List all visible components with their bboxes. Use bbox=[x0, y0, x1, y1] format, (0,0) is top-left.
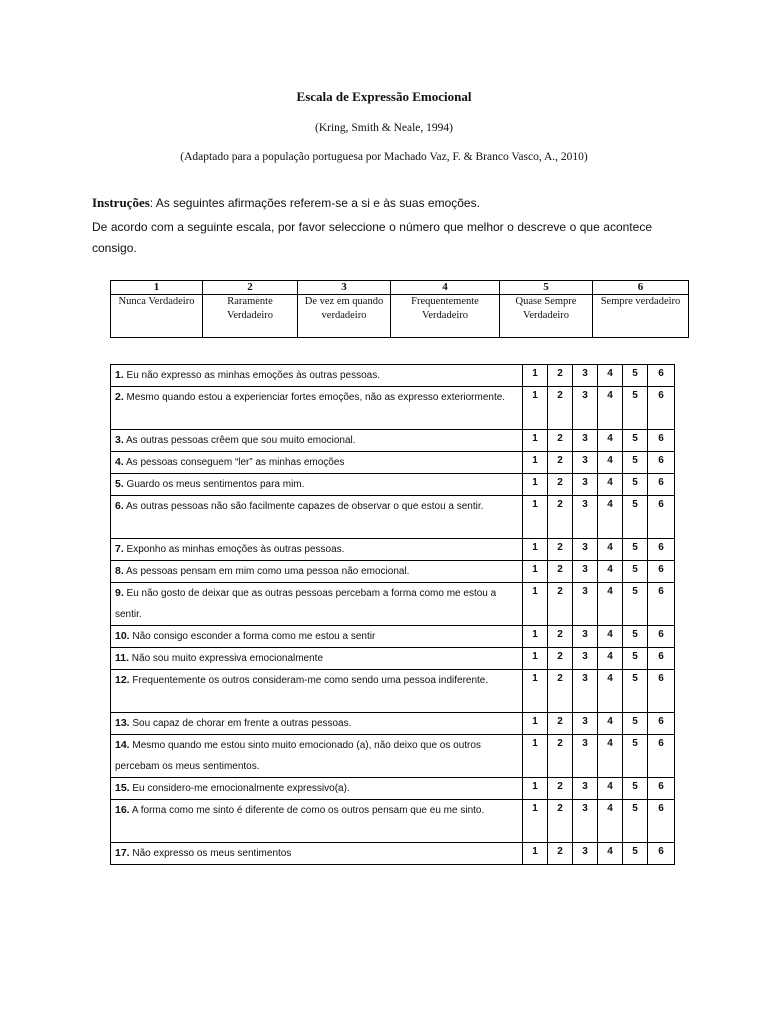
scale-label: Frequentemente Verdadeiro bbox=[391, 295, 500, 338]
scale-number: 3 bbox=[298, 281, 391, 295]
rating-option-6[interactable]: 6 bbox=[648, 843, 675, 865]
item-text: As outras pessoas crêem que sou muito emocional. bbox=[123, 435, 356, 446]
rating-option-3[interactable]: 3 bbox=[573, 539, 598, 561]
rating-option-3[interactable]: 3 bbox=[573, 648, 598, 670]
rating-option-3[interactable]: 3 bbox=[573, 496, 598, 539]
item-statement bbox=[111, 539, 523, 561]
rating-option-1[interactable]: 1 bbox=[523, 539, 548, 561]
rating-option-6[interactable]: 6 bbox=[648, 452, 675, 474]
rating-option-2[interactable]: 2 bbox=[548, 452, 573, 474]
item-number: 11. bbox=[115, 652, 130, 664]
rating-option-5[interactable]: 5 bbox=[623, 474, 648, 496]
instructions-line bbox=[92, 195, 652, 211]
rating-option-4[interactable]: 4 bbox=[598, 670, 623, 713]
authors-citation: (Kring, Smith & Neale, 1994) bbox=[315, 122, 453, 134]
rating-option-6[interactable]: 6 bbox=[648, 561, 675, 583]
rating-option-5[interactable]: 5 bbox=[623, 843, 648, 865]
rating-option-5[interactable]: 5 bbox=[623, 583, 648, 626]
rating-option-4[interactable]: 4 bbox=[598, 474, 623, 496]
document-title: Escala de Expressão Emocional bbox=[296, 89, 472, 104]
table-row bbox=[111, 778, 675, 800]
table-row bbox=[111, 539, 675, 561]
table-row bbox=[111, 843, 675, 865]
item-statement bbox=[111, 648, 523, 670]
item-text: As pessoas conseguem “ler” as minhas emoções bbox=[123, 457, 345, 468]
rating-option-3[interactable]: 3 bbox=[573, 778, 598, 800]
rating-option-5[interactable]: 5 bbox=[623, 800, 648, 843]
rating-option-3[interactable]: 3 bbox=[573, 365, 598, 387]
rating-option-2[interactable]: 2 bbox=[548, 365, 573, 387]
rating-option-5[interactable]: 5 bbox=[623, 713, 648, 735]
rating-option-5[interactable]: 5 bbox=[623, 670, 648, 713]
item-number: 2. bbox=[115, 391, 124, 403]
table-row bbox=[111, 474, 675, 496]
table-row bbox=[111, 735, 675, 778]
item-text: Não expresso os meus sentimentos bbox=[129, 848, 292, 859]
item-text: Eu não gosto de deixar que as outras pessoas percebam a forma como me estou a sentir. bbox=[115, 588, 497, 620]
rating-option-2[interactable]: 2 bbox=[548, 583, 573, 626]
item-number: 7. bbox=[115, 543, 124, 555]
item-text: Mesmo quando estou a experienciar fortes emoções, não as expresso exteriormente. bbox=[123, 392, 506, 403]
scale-label: De vez em quando verdadeiro bbox=[298, 295, 391, 338]
rating-option-1[interactable]: 1 bbox=[523, 713, 548, 735]
rating-option-6[interactable]: 6 bbox=[648, 496, 675, 539]
table-row bbox=[111, 387, 675, 430]
rating-option-2[interactable]: 2 bbox=[548, 387, 573, 430]
rating-option-6[interactable]: 6 bbox=[648, 648, 675, 670]
adaptation-note: (Adaptado para a população portuguesa por Machado Vaz, F. & Branco Vasco, A., 2010) bbox=[180, 151, 588, 163]
rating-option-4[interactable]: 4 bbox=[598, 430, 623, 452]
item-number: 8. bbox=[115, 565, 124, 577]
table-row bbox=[111, 496, 675, 539]
rating-option-6[interactable]: 6 bbox=[648, 800, 675, 843]
item-text: As pessoas pensam em mim como uma pessoa não emocional. bbox=[123, 566, 410, 577]
item-statement bbox=[111, 843, 523, 865]
rating-option-3[interactable]: 3 bbox=[573, 843, 598, 865]
rating-option-1[interactable]: 1 bbox=[523, 561, 548, 583]
table-row bbox=[111, 583, 675, 626]
item-statement bbox=[111, 735, 523, 778]
rating-option-6[interactable]: 6 bbox=[648, 713, 675, 735]
item-statement bbox=[111, 365, 523, 387]
rating-option-4[interactable]: 4 bbox=[598, 561, 623, 583]
table-row bbox=[111, 800, 675, 843]
item-statement bbox=[111, 670, 523, 713]
rating-option-4[interactable]: 4 bbox=[598, 387, 623, 430]
rating-option-2[interactable]: 2 bbox=[548, 843, 573, 865]
rating-option-5[interactable]: 5 bbox=[623, 430, 648, 452]
rating-option-1[interactable]: 1 bbox=[523, 778, 548, 800]
item-statement bbox=[111, 713, 523, 735]
item-statement bbox=[111, 430, 523, 452]
rating-option-5[interactable]: 5 bbox=[623, 735, 648, 778]
rating-option-6[interactable]: 6 bbox=[648, 670, 675, 713]
rating-option-3[interactable]: 3 bbox=[573, 800, 598, 843]
rating-option-3[interactable]: 3 bbox=[573, 626, 598, 648]
item-text: Mesmo quando me estou sinto muito emocionado (a), não deixo que os outros percebam os meus sentimentos. bbox=[115, 740, 481, 772]
table-row bbox=[111, 452, 675, 474]
rating-scale-legend bbox=[110, 280, 689, 338]
rating-option-6[interactable]: 6 bbox=[648, 626, 675, 648]
rating-option-4[interactable]: 4 bbox=[598, 735, 623, 778]
rating-option-2[interactable]: 2 bbox=[548, 648, 573, 670]
rating-option-4[interactable]: 4 bbox=[598, 626, 623, 648]
rating-option-3[interactable]: 3 bbox=[573, 735, 598, 778]
item-statement bbox=[111, 583, 523, 626]
rating-option-2[interactable]: 2 bbox=[548, 496, 573, 539]
rating-option-6[interactable]: 6 bbox=[648, 430, 675, 452]
item-statement bbox=[111, 474, 523, 496]
rating-option-2[interactable]: 2 bbox=[548, 670, 573, 713]
item-text: Eu considero-me emocionalmente expressivo(a). bbox=[129, 783, 350, 794]
table-row bbox=[111, 626, 675, 648]
rating-option-2[interactable]: 2 bbox=[548, 778, 573, 800]
table-row bbox=[111, 670, 675, 713]
rating-option-5[interactable]: 5 bbox=[623, 496, 648, 539]
item-text: Eu não expresso as minhas emoções às outras pessoas. bbox=[123, 370, 381, 381]
item-statement bbox=[111, 452, 523, 474]
rating-option-3[interactable]: 3 bbox=[573, 430, 598, 452]
item-statement bbox=[111, 626, 523, 648]
rating-option-5[interactable]: 5 bbox=[623, 387, 648, 430]
rating-option-1[interactable]: 1 bbox=[523, 843, 548, 865]
rating-option-4[interactable]: 4 bbox=[598, 778, 623, 800]
item-number: 4. bbox=[115, 456, 124, 468]
rating-option-1[interactable]: 1 bbox=[523, 670, 548, 713]
questionnaire-table bbox=[110, 364, 675, 865]
rating-option-5[interactable]: 5 bbox=[623, 365, 648, 387]
item-number: 3. bbox=[115, 434, 124, 446]
rating-option-6[interactable]: 6 bbox=[648, 365, 675, 387]
rating-option-1[interactable]: 1 bbox=[523, 648, 548, 670]
item-number: 12. bbox=[115, 674, 130, 686]
rating-option-1[interactable]: 1 bbox=[523, 800, 548, 843]
instructions-scale-text: De acordo com a seguinte escala, por favor seleccione o número que melhor o descreve o que acontece consigo. bbox=[92, 220, 652, 255]
rating-option-3[interactable]: 3 bbox=[573, 387, 598, 430]
rating-option-1[interactable]: 1 bbox=[523, 452, 548, 474]
rating-option-4[interactable]: 4 bbox=[598, 496, 623, 539]
item-text: Exponho as minhas emoções às outras pessoas. bbox=[123, 544, 345, 555]
item-number: 10. bbox=[115, 630, 130, 642]
item-statement bbox=[111, 496, 523, 539]
rating-option-1[interactable]: 1 bbox=[523, 496, 548, 539]
rating-option-4[interactable]: 4 bbox=[598, 583, 623, 626]
rating-option-3[interactable]: 3 bbox=[573, 713, 598, 735]
item-statement bbox=[111, 387, 523, 430]
rating-option-4[interactable]: 4 bbox=[598, 713, 623, 735]
scale-number: 6 bbox=[593, 281, 689, 295]
rating-option-2[interactable]: 2 bbox=[548, 800, 573, 843]
instructions-text: : As seguintes afirmações referem-se a si e às suas emoções. bbox=[149, 196, 480, 210]
rating-option-6[interactable]: 6 bbox=[648, 735, 675, 778]
rating-option-3[interactable]: 3 bbox=[573, 561, 598, 583]
rating-option-2[interactable]: 2 bbox=[548, 626, 573, 648]
item-number: 9. bbox=[115, 587, 124, 599]
scale-label: Nunca Verdadeiro bbox=[111, 295, 203, 338]
item-number: 14. bbox=[115, 739, 130, 751]
rating-option-1[interactable]: 1 bbox=[523, 735, 548, 778]
rating-option-1[interactable]: 1 bbox=[523, 430, 548, 452]
rating-option-5[interactable]: 5 bbox=[623, 626, 648, 648]
scale-number: 2 bbox=[203, 281, 298, 295]
item-number: 16. bbox=[115, 804, 130, 816]
item-number: 1. bbox=[115, 369, 124, 381]
item-number: 5. bbox=[115, 478, 124, 490]
rating-option-3[interactable]: 3 bbox=[573, 474, 598, 496]
rating-option-5[interactable]: 5 bbox=[623, 561, 648, 583]
rating-option-6[interactable]: 6 bbox=[648, 387, 675, 430]
rating-option-4[interactable]: 4 bbox=[598, 539, 623, 561]
rating-option-6[interactable]: 6 bbox=[648, 474, 675, 496]
item-text: Não consigo esconder a forma como me estou a sentir bbox=[129, 631, 376, 642]
rating-option-2[interactable]: 2 bbox=[548, 539, 573, 561]
rating-option-1[interactable]: 1 bbox=[523, 474, 548, 496]
scale-number: 1 bbox=[111, 281, 203, 295]
item-statement bbox=[111, 561, 523, 583]
item-number: 13. bbox=[115, 717, 130, 729]
rating-option-6[interactable]: 6 bbox=[648, 778, 675, 800]
item-statement bbox=[111, 778, 523, 800]
rating-option-1[interactable]: 1 bbox=[523, 387, 548, 430]
scale-number: 5 bbox=[500, 281, 593, 295]
rating-option-6[interactable]: 6 bbox=[648, 583, 675, 626]
item-text: Guardo os meus sentimentos para mim. bbox=[123, 479, 305, 490]
rating-option-1[interactable]: 1 bbox=[523, 365, 548, 387]
rating-option-3[interactable]: 3 bbox=[573, 670, 598, 713]
table-row bbox=[111, 648, 675, 670]
rating-option-4[interactable]: 4 bbox=[598, 365, 623, 387]
rating-option-4[interactable]: 4 bbox=[598, 800, 623, 843]
item-text: Frequentemente os outros consideram-me como sendo uma pessoa indiferente. bbox=[129, 675, 489, 686]
rating-option-2[interactable]: 2 bbox=[548, 713, 573, 735]
rating-option-4[interactable]: 4 bbox=[598, 648, 623, 670]
rating-option-2[interactable]: 2 bbox=[548, 561, 573, 583]
rating-option-4[interactable]: 4 bbox=[598, 452, 623, 474]
rating-option-1[interactable]: 1 bbox=[523, 583, 548, 626]
rating-option-6[interactable]: 6 bbox=[648, 539, 675, 561]
rating-option-3[interactable]: 3 bbox=[573, 452, 598, 474]
table-row bbox=[111, 365, 675, 387]
rating-option-4[interactable]: 4 bbox=[598, 843, 623, 865]
table-row bbox=[111, 713, 675, 735]
rating-option-1[interactable]: 1 bbox=[523, 626, 548, 648]
item-number: 15. bbox=[115, 782, 130, 794]
rating-option-5[interactable]: 5 bbox=[623, 648, 648, 670]
scale-label: Quase Sempre Verdadeiro bbox=[500, 295, 593, 338]
item-number: 6. bbox=[115, 500, 124, 512]
rating-option-5[interactable]: 5 bbox=[623, 778, 648, 800]
rating-option-3[interactable]: 3 bbox=[573, 583, 598, 626]
scale-number: 4 bbox=[391, 281, 500, 295]
rating-option-2[interactable]: 2 bbox=[548, 735, 573, 778]
item-text: Não sou muito expressiva emocionalmente bbox=[129, 653, 324, 664]
rating-option-5[interactable]: 5 bbox=[623, 539, 648, 561]
table-row bbox=[111, 430, 675, 452]
scale-label: Raramente Verdadeiro bbox=[203, 295, 298, 338]
rating-option-2[interactable]: 2 bbox=[548, 474, 573, 496]
item-text: Sou capaz de chorar em frente a outras pessoas. bbox=[129, 718, 352, 729]
table-row bbox=[111, 561, 675, 583]
item-text: A forma como me sinto é diferente de como os outros pensam que eu me sinto. bbox=[129, 805, 485, 816]
instructions-label: Instruções bbox=[92, 195, 150, 210]
item-number: 17. bbox=[115, 847, 130, 859]
rating-option-5[interactable]: 5 bbox=[623, 452, 648, 474]
item-text: As outras pessoas não são facilmente capazes de observar o que estou a sentir. bbox=[123, 501, 484, 512]
item-statement bbox=[111, 800, 523, 843]
scale-label: Sempre verdadeiro bbox=[593, 295, 689, 338]
rating-option-2[interactable]: 2 bbox=[548, 430, 573, 452]
